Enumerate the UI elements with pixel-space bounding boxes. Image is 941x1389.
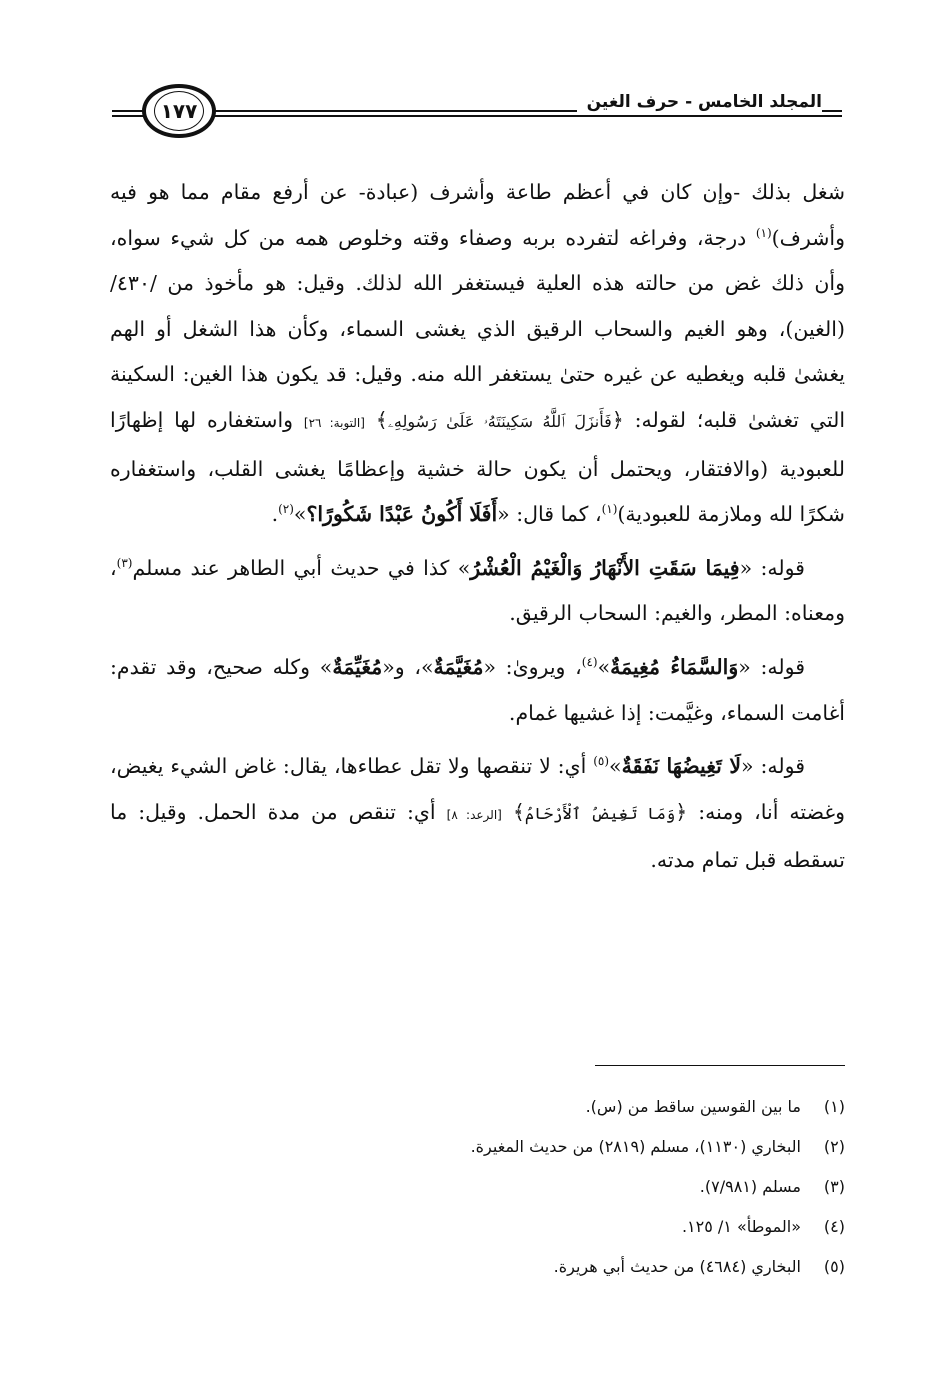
text-run: .	[271, 502, 279, 527]
text-run: ﴾	[364, 407, 388, 432]
paragraph-4	[110, 744, 845, 884]
footnote-item	[110, 1087, 845, 1127]
text-run: ، كما قال: «	[497, 502, 602, 527]
variant-reading: مُغَيَّمَةٌ	[433, 654, 484, 679]
text-run: ، ومعناه: المطر، والغيم: السحاب الرقيق.	[110, 555, 845, 626]
text-run: » وكله صحيح، وقد تقدم: أغامت السماء، وغيَّمت: إذا غشيها غمام.	[110, 654, 845, 725]
header-rule-tail	[826, 110, 842, 117]
footnote-item	[110, 1127, 845, 1167]
running-header	[112, 80, 842, 146]
footnote-item	[110, 1167, 845, 1207]
footnote-item	[110, 1207, 845, 1247]
text-run: درجة، وفراغه لتفرده بربه وصفاء وقته وخلوص همه من كل شيء سواه، وأن ذلك غض من حالته هذه العلية فيستغفر الله لذلك. وقيل: هو مأخوذ من /٤٣٠/ (الغين)، وهو الغيم والسحاب الرقيق الذي يغشى السماء، وكأن هذا الشغل أو الهم يغشىٰ قلبه ويغطيه عن غيره حتىٰ يستغفر الله منه. وقيل: قد يكون هذا الغين: السكينة التي تغشىٰ قلبه؛ لقوله: ﴿	[110, 225, 846, 432]
hadith-quote: أَفَلَا أَكُونُ عَبْدًا شَكُورًا؟	[306, 502, 498, 527]
hadith-quote: فِيمَا سَقَتِ الأَنْهَارُ وَالْغَيْمُ الْعُشْرُ	[470, 555, 740, 580]
quran-quote: وَمَا تَغِيضُ ٱلْأَرْحَامُ	[524, 803, 676, 823]
footnote-text: مسلم (٧/٩٨١).	[699, 1177, 801, 1196]
paragraph-3	[110, 645, 845, 736]
footnote-number: (٥)	[823, 1257, 845, 1276]
quran-quote: فَأَنزَلَ ٱللَّهُ سَكِينَتَهُۥ عَلَىٰ رَسُولِهِۦ	[387, 411, 612, 431]
text-run: »	[293, 502, 307, 527]
footnote-number: (٣)	[823, 1177, 845, 1196]
footnote-text: «الموطأ» ١/ ١٢٥.	[681, 1217, 801, 1236]
text-run: »، و«	[382, 654, 434, 679]
text-run: قوله: «	[739, 555, 805, 580]
footnote-item	[110, 1247, 845, 1287]
text-run: » كذا في حديث أبي الطاهر عند مسلم	[132, 555, 471, 580]
text-run: واستغفاره لها إظهارًا للعبودية (والافتقار، ويحتمل أن يكون حالة خشية وإعظامًا يغشى القلب، واستغفاره شكرًا لله وملازمة للعبودية)	[110, 407, 845, 527]
footnote-marker[interactable]: (١)	[601, 502, 618, 517]
variant-reading: مُغَيِّمَةٌ	[332, 654, 383, 679]
text-run: أي: لا تنقصها ولا تقل عطاءها، يقال: غاض الشيء يغيض، وغضته أنا، ومنه: ﴿	[110, 754, 846, 824]
header-title: المجلد الخامس - حرف الغين	[577, 92, 822, 112]
text-run: »	[597, 654, 611, 679]
footnote-text: البخاري (١١٣٠)، مسلم (٢٨١٩) من حديث المغيرة.	[470, 1137, 801, 1156]
hadith-quote: لَا تَغِيضُهَا نَفَقَةٌ	[621, 754, 742, 779]
footnote-marker[interactable]: (٢)	[278, 502, 294, 517]
page-number: ١٧٧	[160, 99, 198, 123]
main-text	[110, 170, 845, 884]
footnotes	[110, 1087, 845, 1287]
quran-reference: [الرعد: ٨]	[446, 807, 502, 822]
paragraph-2	[110, 546, 845, 637]
page-number-inner-ring	[154, 91, 204, 131]
footnote-text: ما بين القوسين ساقط من (س).	[585, 1097, 801, 1116]
footnote-text: البخاري (٤٦٨٤) من حديث أبي هريرة.	[553, 1257, 801, 1276]
page-number-badge	[142, 84, 216, 138]
text-run: ، ويروىٰ: «	[483, 654, 582, 679]
footnote-separator	[595, 1065, 845, 1066]
paragraph-1	[110, 170, 845, 538]
footnote-marker[interactable]: (٥)	[593, 754, 610, 769]
text-run: أي: تنقص من مدة الحمل. وقيل: ما تسقطه قبل تمام مدته.	[110, 799, 845, 873]
hadith-quote: وَالسَّمَاءُ مُغِيمَةٌ	[610, 654, 739, 679]
text-run: قوله: «	[741, 754, 806, 779]
text-run: »	[609, 754, 622, 779]
text-run: قوله: «	[738, 654, 806, 679]
text-run: ﴾	[501, 799, 525, 824]
footnote-marker[interactable]: (١)	[755, 225, 772, 240]
footnote-number: (٤)	[823, 1217, 845, 1236]
footnote-marker[interactable]: (٤)	[581, 655, 598, 670]
quran-reference: [التوبة: ٢٦]	[303, 415, 365, 430]
footnote-number: (١)	[823, 1097, 845, 1116]
footnote-marker[interactable]: (٣)	[116, 555, 133, 570]
footnote-number: (٢)	[823, 1137, 845, 1156]
text-run: شغل بذلك -وإن كان في أعظم طاعة وأشرف (عبادة- عن أرفع مقام مما هو فيه وأشرف)	[110, 180, 845, 250]
